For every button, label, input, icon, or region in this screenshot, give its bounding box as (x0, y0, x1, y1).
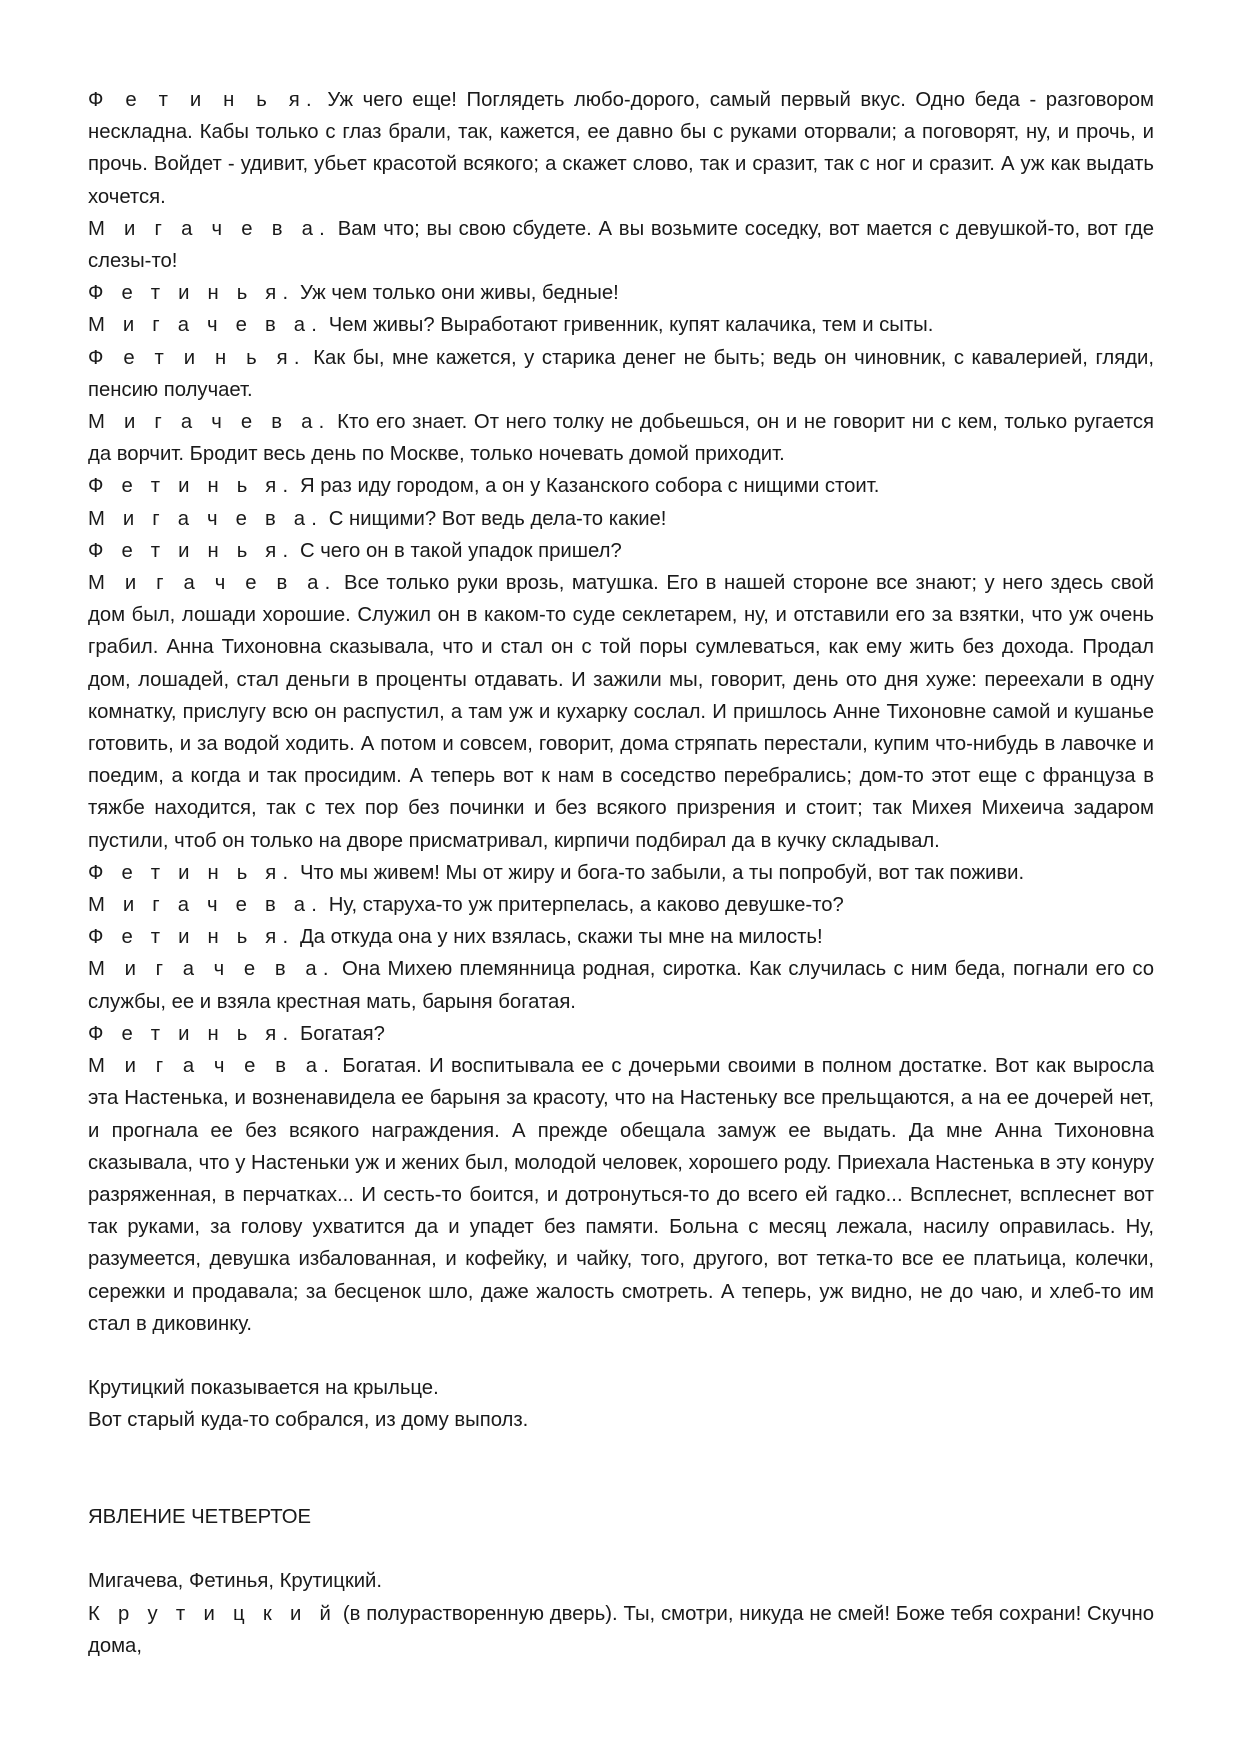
speech-text: Все только руки врозь, матушка. Его в нашей стороне все знают; у него здесь свой дом был, лошади хорошие. Служил он в каком-то суде секлетарем, ну, и отставили его за взятки, что уж очень грабил. Анна Тихоновна сказывала, что и стал он с той поры сумлеваться, как ему жить без дохода. Продал дом, лошадей, стал деньги в проценты отдавать. И зажили мы, говорит, день ото дня хуже: переехали в одну комнатку, прислугу всю он распустил, а там уж и кухарку сослал. И пришлось Анне Тихоновне самой и кушанье готовить, и за водой ходить. А потом и совсем, говорит, дома стряпать перестали, купим что-нибудь в лавочке и поедим, а когда и так просидим. А теперь вот к нам в соседство перебрались; дом-то этот еще с француза в тяжбе находится, так с тех пор без починки и без всякого призрения и стоит; так Михея Михеича задаром пустили, чтоб он только на дворе присматривал, кирпичи подбирал да в кучку складывал. (88, 572, 1154, 852)
document-page (88, 84, 1154, 1662)
speech-text: Чем живы? Выработают гривенник, купят калачика, тем и сыты. (323, 314, 934, 337)
dialogue-line (88, 503, 1154, 535)
speech-text: Вам что; вы свою сбудете. А вы возьмите соседку, вот мается с девушкой-то, вот где слезы-то! (88, 217, 1154, 273)
spacer (88, 1533, 1154, 1565)
dialogue-line (88, 889, 1154, 921)
dialogue-line (88, 857, 1154, 889)
dialogue-line (88, 470, 1154, 502)
cast-list: Мигачева, Фетинья, Крутицкий. (88, 1570, 383, 1593)
dialogue-line (88, 567, 1154, 857)
speaker-name: М и г а ч е в а. (88, 411, 331, 434)
spacer (88, 1340, 1154, 1372)
stage-direction: Крутицкий показывается на крыльце. (88, 1377, 439, 1400)
dialogue-line (88, 535, 1154, 567)
speaker-name: Ф е т и н ь я. (88, 346, 306, 369)
scene-heading: ЯВЛЕНИЕ ЧЕТВЕРТОЕ (88, 1505, 312, 1528)
speech-text: С чего он в такой упадок пришел? (294, 539, 622, 562)
speech-text: Ну, старуха-то уж притерпелась, а каково девушке-то? (323, 894, 844, 917)
spacer (88, 1437, 1154, 1501)
speaker-name: М и г а ч е в а. (88, 572, 337, 595)
speaker-name: Ф е т и н ь я. (88, 539, 295, 562)
speaker-name: Ф е т и н ь я. (88, 282, 295, 305)
speech-text: Уж чем только они живы, бедные! (294, 282, 619, 305)
speaker-name: М и г а ч е в а. (88, 314, 324, 337)
dialogue-line: Вот старый куда-то собрался, из дому выполз. (88, 1409, 529, 1432)
speaker-name: Ф е т и н ь я. (88, 1022, 295, 1045)
speaker-name: М и г а ч е в а. (88, 958, 335, 981)
dialogue-line (88, 342, 1154, 406)
speech-text: Я раз иду городом, а он у Казанского собора с нищими стоит. (294, 475, 880, 498)
dialogue-line (88, 921, 1154, 953)
speech-text: С нищими? Вот ведь дела-то какие! (323, 507, 667, 530)
dialogue-line (88, 277, 1154, 309)
dialogue-line (88, 213, 1154, 277)
dialogue-line (88, 953, 1154, 1017)
dialogue-line (88, 406, 1154, 470)
dialogue-block (88, 84, 1154, 1340)
speaker-name: М и г а ч е в а. (88, 507, 324, 530)
speech-text: Богатая? (294, 1022, 385, 1045)
speech-text: Она Михею племянница родная, сиротка. Как случилась с ним беда, погнали его со службы, ее и взяла крестная мать, барыня богатая. (88, 958, 1154, 1013)
speaker-name: М и г а ч е в а. (88, 894, 324, 917)
dialogue-line (88, 1598, 1154, 1662)
speech-text: Кто его знает. От него толку не добьешься, он и не говорит ни с кем, только ругается да ворчит. Бродит весь день по Москве, только ночевать домой приходит. (88, 411, 1154, 466)
speech-text: Что мы живем! Мы от жиру и бога-то забыли, а ты попробуй, вот так поживи. (294, 861, 1025, 884)
dialogue-line (88, 309, 1154, 341)
speech-text: Да откуда она у них взялась, скажи ты мне на милость! (294, 926, 823, 949)
speaker-name: Ф е т и н ь я. (88, 89, 318, 111)
speaker-name: М и г а ч е в а. (88, 217, 331, 240)
dialogue-line (88, 1050, 1154, 1340)
speaker-name: Ф е т и н ь я. (88, 926, 295, 949)
speaker-name: Ф е т и н ь я. (88, 861, 295, 884)
dialogue-line (88, 84, 1154, 213)
speech-text: Богатая. И воспитывала ее с дочерьми своими в полном достатке. Вот как выросла эта Настенька, и возненавидела ее барыня за красоту, что на Настеньку все прельщаются, а на ее дочерей нет, и прогнала ее без всякого награждения. А прежде обещала замуж ее выдать. Да мне Анна Тихоновна сказывала, что у Настеньки уж и жених был, молодой человек, хорошего роду. Приехала Настенька в эту конуру разряженная, в перчатках... И сесть-то боится, и дотронуться-то до всего ей гадко... Всплеснет, всплеснет вот так руками, за голову ухватится да и упадет без памяти. Больна с месяц лежала, насилу оправилась. Ну, разумеется, девушка избалованная, и кофейку, и чайку, того, другого, вот тетка-то все ее платьица, колечки, сережки и продавала; за бесценок шло, даже жалость смотреть. А теперь, уж видно, не до чаю, и хлеб-то им стал в диковинку. (88, 1055, 1154, 1335)
speaker-name: М и г а ч е в а. (88, 1055, 336, 1078)
speech-text: Как бы, мне кажется, у старика денег не быть; ведь он чиновник, с кавалерией, гляди, пенсию получает. (88, 346, 1155, 401)
speaker-name: Ф е т и н ь я. (88, 475, 295, 498)
speech-text: (в полурастворенную дверь). Ты, смотри, никуда не смей! Боже тебя сохрани! Скучно дома, (88, 1602, 1154, 1657)
dialogue-line (88, 1018, 1154, 1050)
speaker-name: К р у т и ц к и й (88, 1602, 338, 1625)
speech-text: Уж чего еще! Поглядеть любо-дорого, самый первый вкус. Одно беда - разговором нескладна. Кабы только с глаз брали, так, кажется, ее давно бы с руками оторвали; а поговорят, ну, и прочь, и прочь. Войдет - удивит, убьет красотой всякого; а скажет слово, так и сразит, так с ног и сразит. А уж как выдать хочется. (88, 89, 1154, 208)
